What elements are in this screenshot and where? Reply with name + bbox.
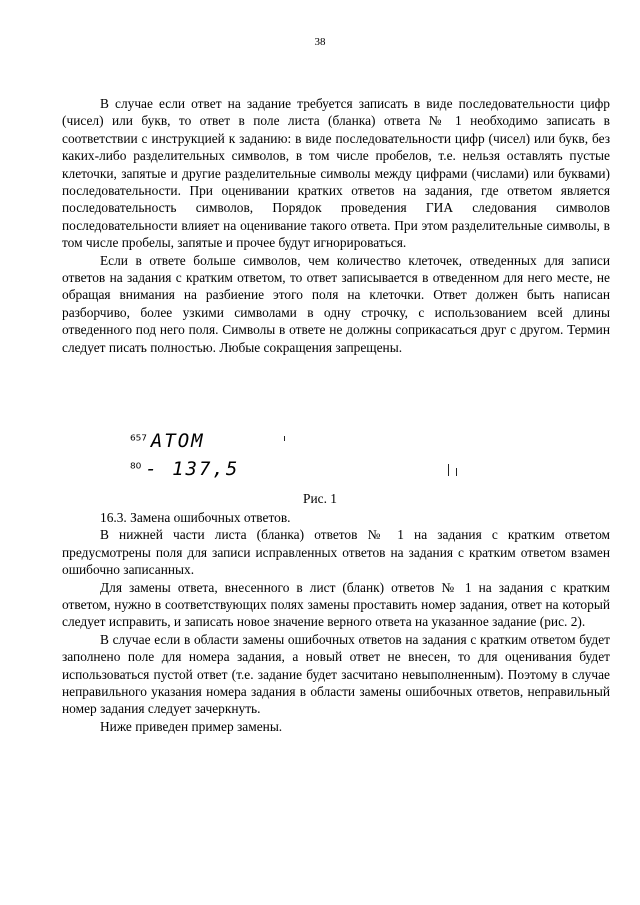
task-number-cell-icon: ⁸⁰ <box>130 461 142 477</box>
paragraph-how-to-replace: Для замены ответа, внесенного в лист (бланк) ответов № 1 на задания с кратким ответом, нужно в соответствующих полях замены проставить номер задания, ответ на который следует исправить, и записать новое значение верного ответа на указанное задание (рис. 2). <box>62 579 610 630</box>
paragraph-empty-answer: В случае если в области замены ошибочных ответов на задания с кратким ответом будет заполнено поле для номера задания, а новый ответ не внесен, то для оценивания будет использоваться пустой ответ (т.е. задание будет засчитано невыполненным). Поэтому в случае неправильного указания номера задания в области замены ошибочных ответов, неправильный номер задания следует зачеркнуть. <box>62 631 610 717</box>
instruction-text-block <box>62 95 610 356</box>
figure-caption: Рис. 1 <box>303 491 337 506</box>
replacement-section-text <box>62 509 610 735</box>
task-number-cell-icon: ⁶⁵⁷ <box>130 433 147 449</box>
paragraph-example-intro: Ниже приведен пример замены. <box>100 718 283 734</box>
field-border-mark <box>284 436 285 441</box>
handwritten-answer-line-1 <box>130 430 205 452</box>
page-number: 38 <box>314 36 326 48</box>
figure-1-handwritten-example <box>130 428 470 484</box>
handwritten-answer-text: АТОМ <box>150 430 205 452</box>
paragraph-sequence-answers: В случае если ответ на задание требуется записать в виде последовательности цифр (чисел) или букв, то ответ в поле листа (бланка) ответа № 1 необходимо записать в соответствии с инструкцией к заданию: в виде последовательности цифр (чисел) или букв, без каких-либо разделительных символов, в том числе пробелов, т.е. нельзя оставлять пустые клеточки, запятые и другие разделительные символы между цифрами (числами) или буквами) последовательности. При оценивании кратких ответов на задания, где ответом является последовательность символов, Порядок проведения ГИА следования символов последовательности влияет на оценивание такого ответа. При этом разделительные символы, в том числе пробелы, запятые и прочее будут игнорироваться. <box>62 96 610 251</box>
paragraph-long-answers: Если в ответе больше символов, чем количество клеточек, отведенных для записи ответов на задания с кратким ответом, то ответ записывается в отведенном для него месте, не обращая внимания на разбиение этого поля на клеточки. Ответ должен быть написан разборчиво, более узкими символами в одну строчку, с использованием всей длины отведенного под него поля. Символы в ответе не должны соприкасаться друг с другом. Термин следует писать полностью. Любые сокращения запрещены. <box>62 252 610 355</box>
field-border-mark <box>448 464 449 476</box>
paragraph-replacement-fields: В нижней части листа (бланка) ответов № 1 на задания с кратким ответом предусмотрены поля для записи исправленных ответов на задания с кратким ответом взамен ошибочно записанных. <box>62 527 610 578</box>
section-heading: 16.3. Замена ошибочных ответов. <box>100 510 291 525</box>
field-border-mark <box>456 468 457 476</box>
handwritten-answer-text: - 137,5 <box>145 458 240 480</box>
handwritten-answer-line-2 <box>130 458 239 480</box>
